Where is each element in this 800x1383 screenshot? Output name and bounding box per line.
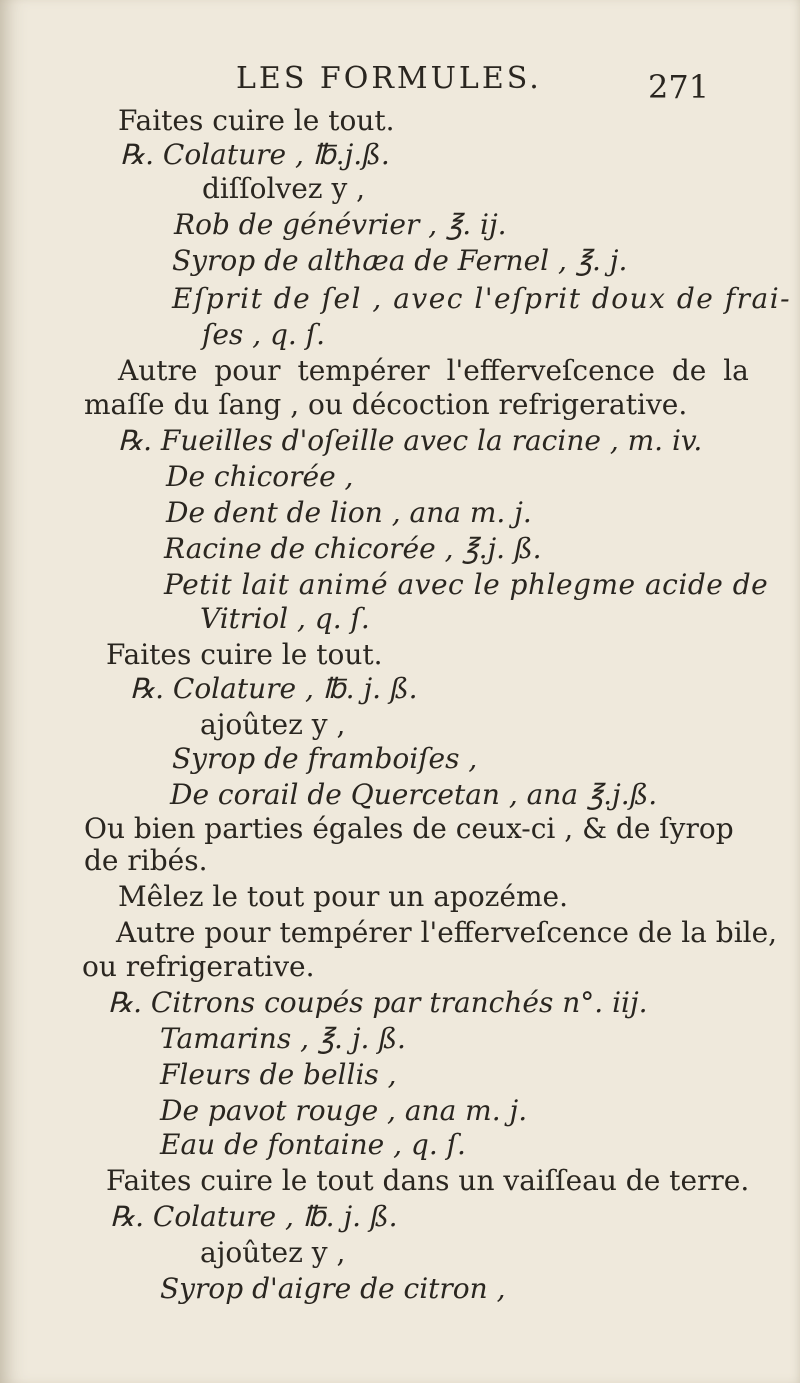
text-line: Autre pour tempérer l'efferveſcence de la bile, xyxy=(116,916,778,949)
text-line: Mêlez le tout pour un apozéme. xyxy=(118,880,569,913)
ingredient-line: Syrop d'aigre de citron , xyxy=(160,1272,506,1305)
text-line: maſſe du ſang , ou décoction refrigerative. xyxy=(84,388,688,421)
text-line: Faites cuire le tout. xyxy=(106,638,383,671)
prescription-line: ℞. Citrons coupés par tranchés n°. iij. xyxy=(108,986,648,1019)
text-line: Faites cuire le tout dans un vaiſſeau de terre. xyxy=(106,1164,750,1197)
running-header: LES FORMULES. xyxy=(236,61,542,96)
text-line: diſſolvez y , xyxy=(202,172,366,205)
prescription-line: ℞. Colature , ℔.j.ß. xyxy=(120,138,390,171)
ingredient-line: De dent de lion , ana m. j. xyxy=(166,496,532,529)
ingredient-line: De corail de Quercetan , ana ℥.j.ß. xyxy=(170,778,658,811)
page-number: 271 xyxy=(648,68,710,106)
text-line: Autre pour tempérer l'efferveſcence de la xyxy=(118,354,749,387)
text-line: Faites cuire le tout. xyxy=(118,104,395,137)
ingredient-line: Tamarins , ℥. j. ß. xyxy=(160,1022,406,1055)
ingredient-line: Racine de chicorée , ℥.j. ß. xyxy=(164,532,542,565)
ingredient-line: Eſprit de ſel , avec l'eſprit doux de frai- xyxy=(172,282,792,315)
ingredient-line: Eau de fontaine , q. ſ. xyxy=(160,1128,466,1161)
prescription-line: ℞. Colature , ℔. j. ß. xyxy=(110,1200,398,1233)
text-line: de ribés. xyxy=(84,844,208,877)
ingredient-line: Syrop de framboiſes , xyxy=(172,742,478,775)
ingredient-line: Petit lait animé avec le phlegme acide de xyxy=(164,568,769,601)
prescription-line: ℞. Fueilles d'oſeille avec la racine , m. iv. xyxy=(118,424,703,457)
ingredient-line: Rob de génévrier , ℥. ij. xyxy=(174,208,507,241)
ingredient-line: De pavot rouge , ana m. j. xyxy=(160,1094,528,1127)
text-line: ajoûtez y , xyxy=(200,708,346,741)
ingredient-line: Fleurs de bellis , xyxy=(160,1058,397,1091)
ingredient-line: Vitriol , q. ſ. xyxy=(200,602,370,635)
prescription-line: ℞. Colature , ℔. j. ß. xyxy=(130,672,418,705)
text-line: ou refrigerative. xyxy=(82,950,315,983)
ingredient-line: ſes , q. ſ. xyxy=(202,318,325,351)
text-line: Ou bien parties égales de ceux-ci , & de ſyrop xyxy=(84,812,734,845)
text-line: ajoûtez y , xyxy=(200,1236,346,1269)
ingredient-line: Syrop de althæa de Fernel , ℥. j. xyxy=(172,244,628,277)
ingredient-line: De chicorée , xyxy=(166,460,354,493)
